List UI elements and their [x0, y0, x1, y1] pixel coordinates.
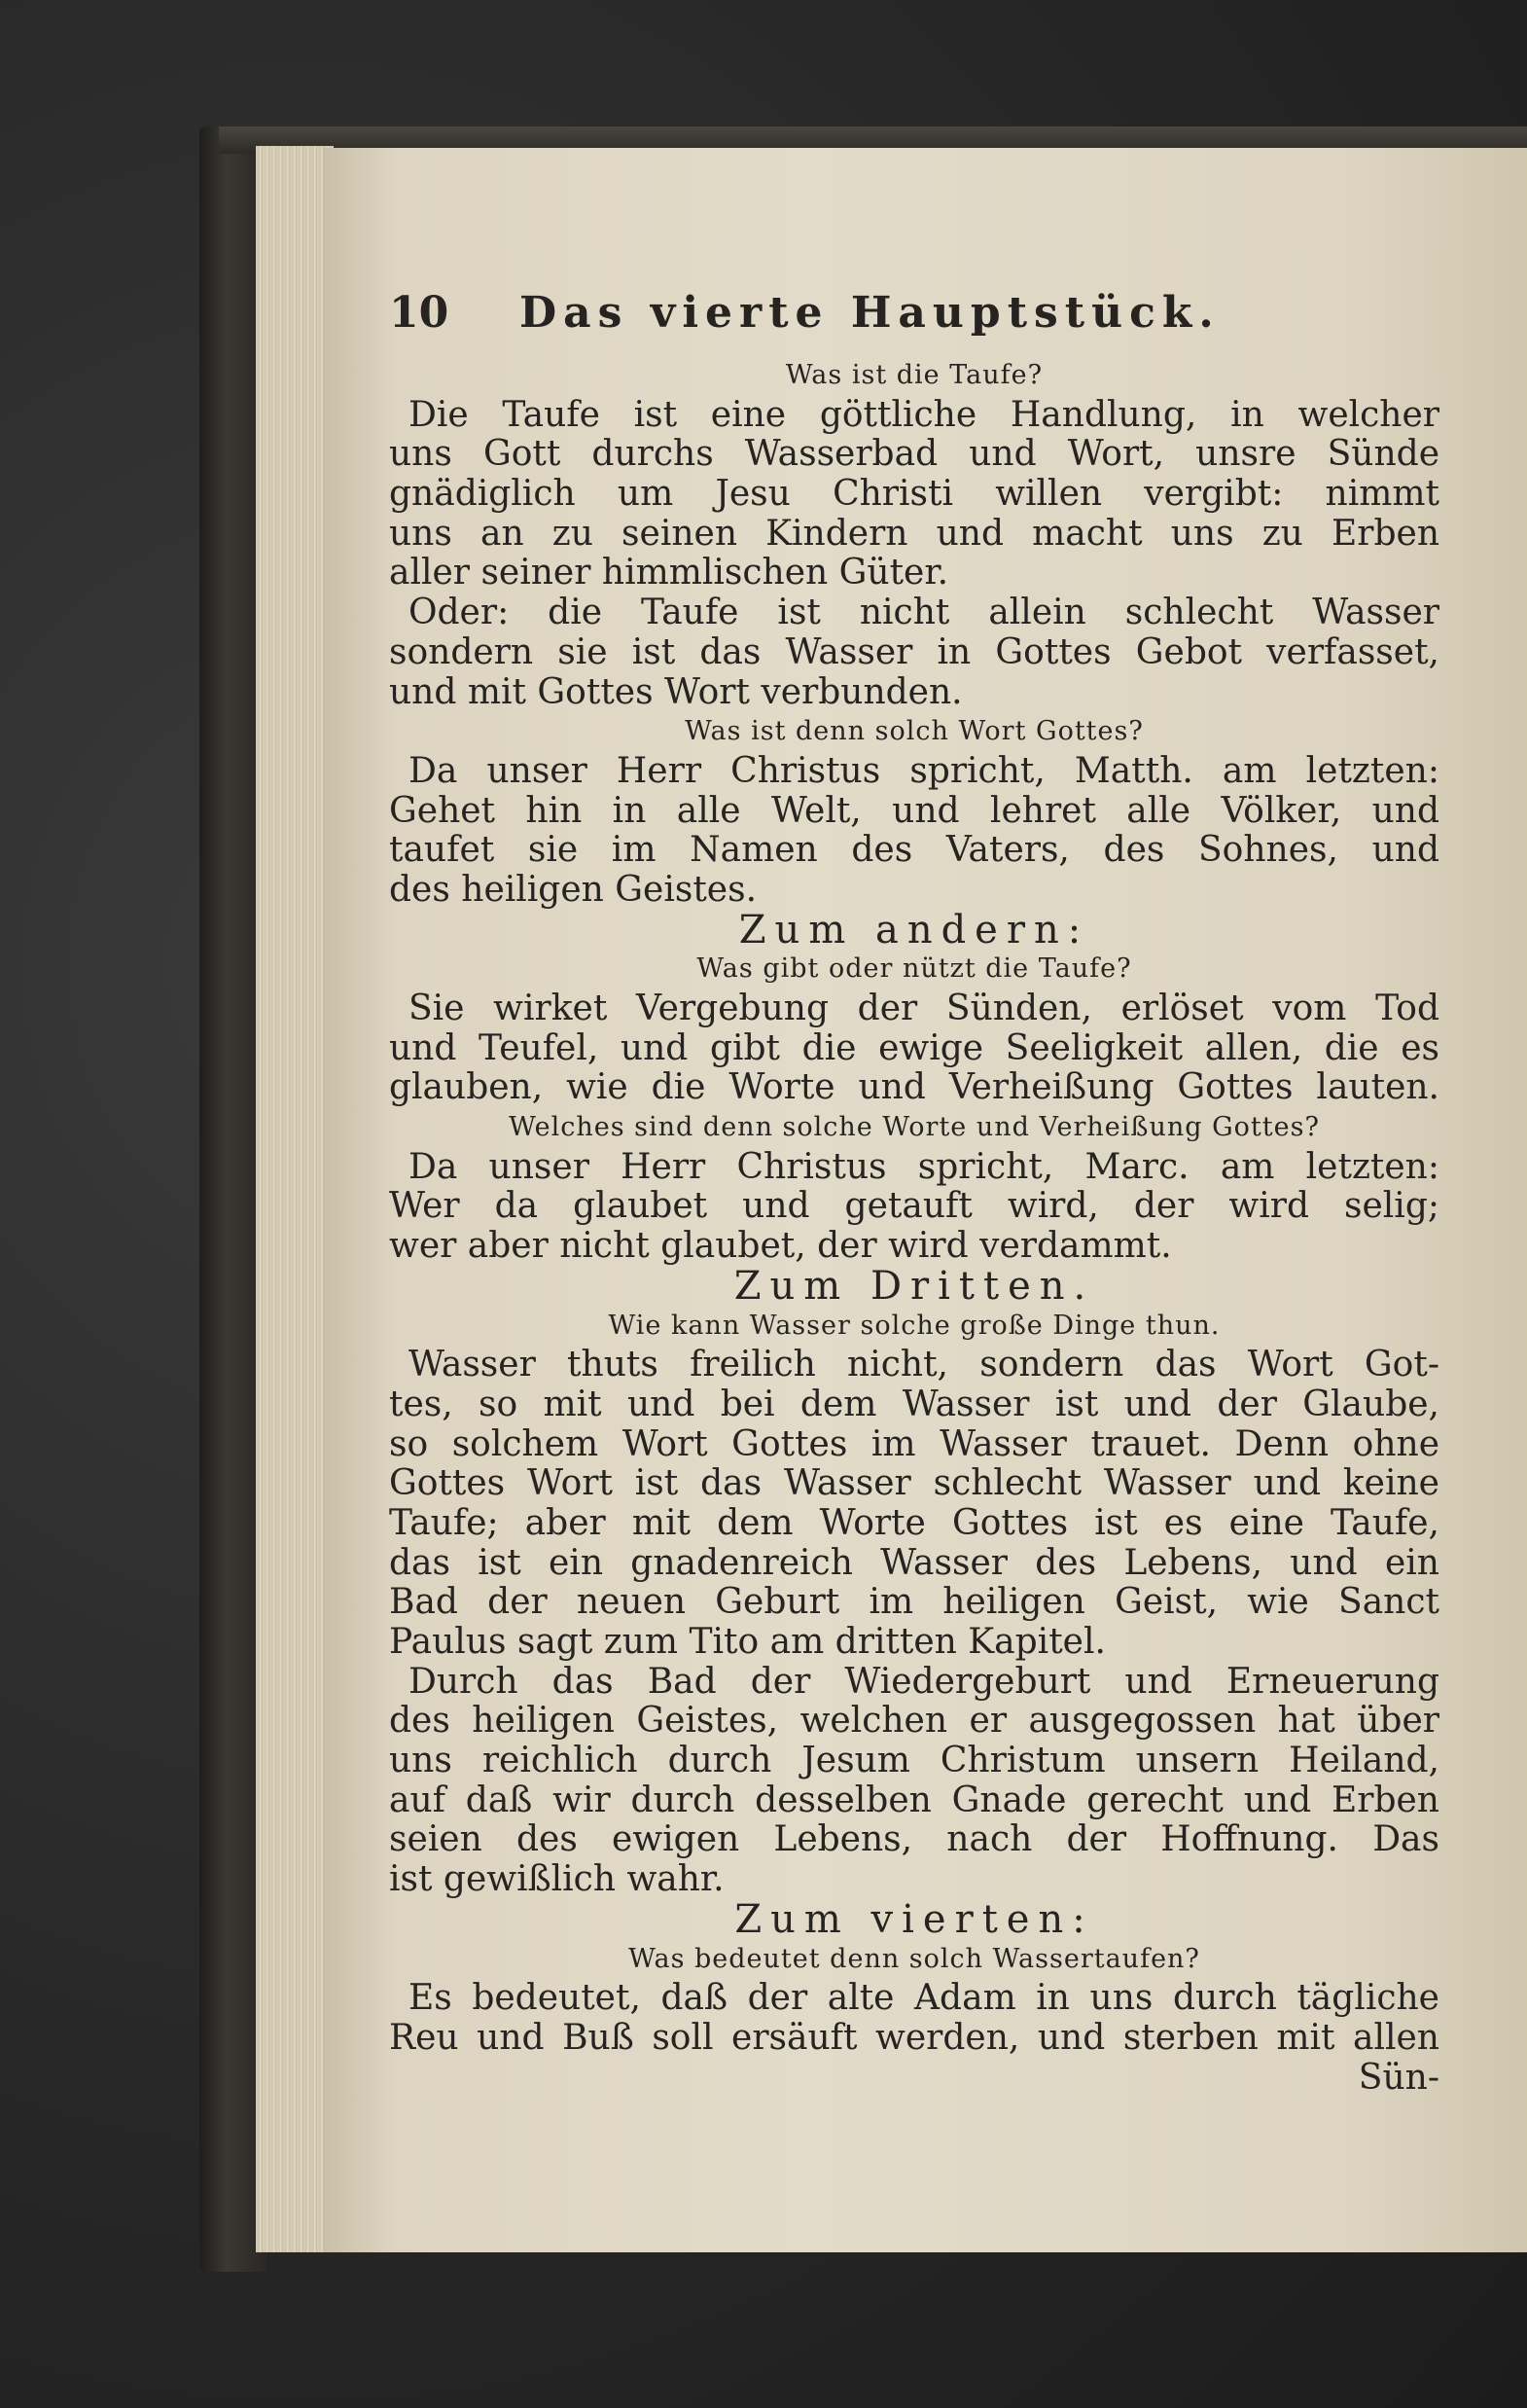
- question-line: Was ist die Taufe?: [785, 360, 1044, 390]
- text-line: Es bedeutet, daß der alte Adam in uns durch tägliche: [408, 1979, 1439, 2019]
- text-line: gnädiglich um Jesu Christi willen vergibt: nimmt: [389, 475, 1439, 515]
- question-line: Was bedeutet denn solch Wassertaufen?: [628, 1943, 1200, 1974]
- section-heading: Zum Dritten.: [733, 1266, 1095, 1307]
- text-line: Da unser Herr Christus spricht, Marc. am letzten:: [408, 1147, 1439, 1187]
- text-line: aller seiner himmlischen Güter.: [389, 554, 949, 593]
- text-line: so solchem Wort Gottes im Wasser trauet. Denn ohne: [389, 1424, 1439, 1464]
- page-number: 10: [389, 288, 449, 338]
- text-line: Reu und Buß soll ersäuft werden, und sterben mit allen: [389, 2018, 1439, 2058]
- question-line: Wie kann Wasser solche große Dinge thun.: [608, 1310, 1221, 1341]
- text-line: und Teufel, und gibt die ewige Seeligkeit allen, die es: [389, 1028, 1439, 1068]
- text-line: uns an zu seinen Kindern und macht uns zu Erben: [389, 514, 1439, 554]
- text-line: taufet sie im Namen des Vaters, des Sohnes, und: [389, 831, 1439, 871]
- question-line: Was gibt oder nützt die Taufe?: [696, 953, 1132, 985]
- text-line: Wasser thuts freilich nicht, sondern das Wort Got-: [408, 1346, 1439, 1385]
- text-line: Durch das Bad der Wiedergeburt und Erneuerung: [408, 1662, 1439, 1702]
- text-line: uns Gott durchs Wasserbad und Wort, unsre Sünde: [389, 435, 1439, 475]
- text-line: Sie wirket Vergebung der Sünden, erlöset vom Tod: [408, 989, 1439, 1028]
- text-line: Taufe; aber mit dem Worte Gottes ist es eine Taufe,: [389, 1503, 1439, 1543]
- page-text: [389, 288, 1439, 2098]
- question-line: Was ist denn solch Wort Gottes?: [685, 716, 1144, 747]
- text-line: Gehet hin in alle Welt, und lehret alle Völker, und: [389, 791, 1439, 831]
- page-header: [389, 288, 1439, 356]
- text-line: das ist ein gnadenreich Wasser des Lebens, und ein: [389, 1543, 1439, 1583]
- text-line: tes, so mit und bei dem Wasser ist und der Glaube,: [389, 1384, 1439, 1424]
- text-line: des heiligen Geistes, welchen er ausgegossen hat über: [389, 1702, 1439, 1742]
- text-line: Bad der neuen Geburt im heiligen Geist, wie Sanct: [389, 1583, 1439, 1623]
- text-line: seien des ewigen Lebens, nach der Hoffnung. Das: [389, 1820, 1439, 1860]
- text-line: und mit Gottes Wort verbunden.: [389, 672, 963, 712]
- text-line: auf daß wir durch desselben Gnade gerecht und Erben: [389, 1780, 1439, 1820]
- text-line: Paulus sagt zum Tito am dritten Kapitel.: [389, 1623, 1106, 1662]
- page-edges: [256, 146, 334, 2252]
- section-heading: Zum vierten:: [734, 1899, 1094, 1940]
- text-line: Oder: die Taufe ist nicht allein schlecht Wasser: [408, 593, 1439, 633]
- text-line: wer aber nicht glaubet, der wird verdammt.: [389, 1227, 1172, 1267]
- text-line: sondern sie ist das Wasser in Gottes Gebot verfasset,: [389, 632, 1439, 672]
- text-line: Wer da glaubet und getauft wird, der wird selig;: [389, 1187, 1439, 1227]
- text-line: des heiligen Geistes.: [389, 870, 758, 910]
- text-line: Gottes Wort ist das Wasser schlecht Wasser und keine: [389, 1464, 1439, 1504]
- question-line: Welches sind denn solche Worte und Verheißung Gottes?: [509, 1112, 1320, 1143]
- text-line: uns reichlich durch Jesum Christum unsern Heiland,: [389, 1742, 1439, 1781]
- section-heading: Zum andern:: [738, 910, 1090, 951]
- catchword: Sün-: [1358, 2058, 1439, 2098]
- text-line: Da unser Herr Christus spricht, Matth. am letzten:: [408, 751, 1439, 791]
- text-line: Die Taufe ist eine göttliche Handlung, in welcher: [408, 395, 1439, 435]
- running-head: Das vierte Hauptstück.: [519, 288, 1221, 338]
- text-line: ist gewißlich wahr.: [389, 1860, 725, 1900]
- text-line: glauben, wie die Worte und Verheißung Gottes lauten.: [389, 1068, 1439, 1108]
